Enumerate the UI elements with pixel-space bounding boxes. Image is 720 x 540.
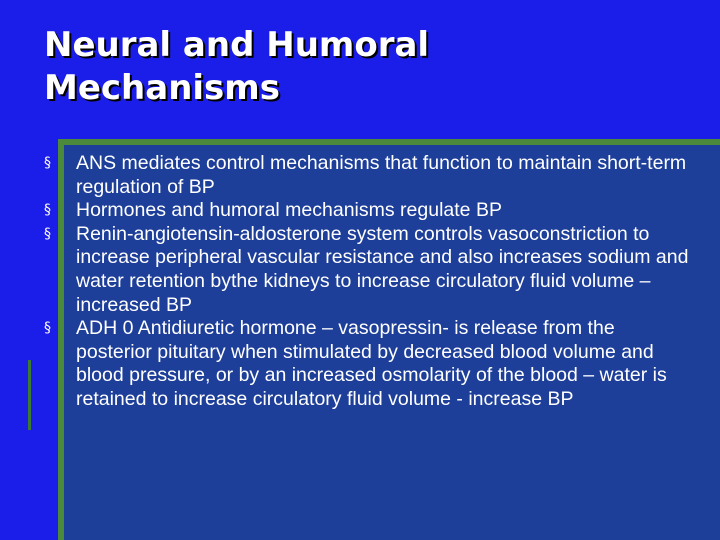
list-item [44, 152, 692, 199]
section-sign-icon: § [44, 225, 51, 242]
bullet-text: Hormones and humoral mechanisms regulate BP [76, 199, 502, 222]
list-item [44, 199, 692, 223]
bullet-list [44, 152, 692, 412]
decorative-bar [28, 360, 31, 430]
section-sign-icon: § [44, 202, 51, 219]
accent-bar-top [58, 139, 720, 145]
section-sign-icon: § [44, 320, 51, 337]
list-item [44, 317, 692, 411]
bullet-text: ADH 0 Antidiuretic hormone – vasopressin- is release from the posterior pituitary when stimulated by decreased blood volume and blood pressure, or by an increased osmolarity of the blood – water is retained to increase circulatory fluid volume - increase BP [76, 317, 667, 410]
list-item [44, 223, 692, 317]
bullet-text: Renin-angiotensin-aldosterone system controls vasoconstriction to increase peripheral vascular resistance and also increases sodium and water retention bythe kidneys to increase circulatory fluid volume – increased BP [76, 222, 689, 316]
section-sign-icon: § [44, 155, 51, 171]
slide-title: Neural and Humoral Mechanisms [44, 25, 430, 108]
bullet-text: ANS mediates control mechanisms that function to maintain short-term regulation of BP [76, 152, 687, 198]
